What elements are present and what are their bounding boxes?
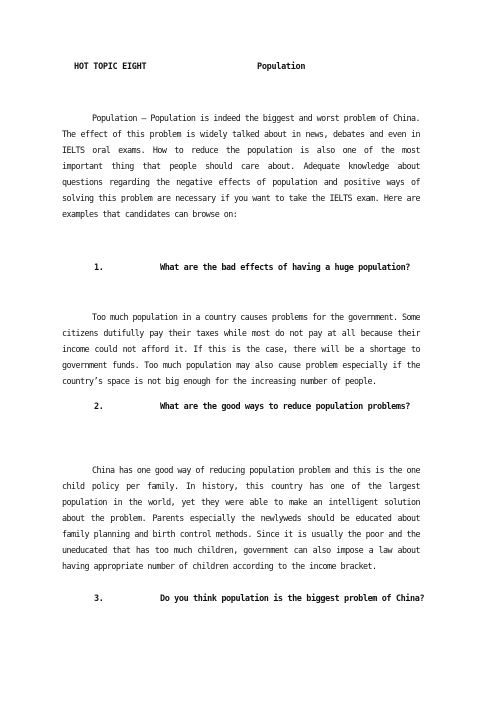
document-heading: [74, 62, 306, 72]
question-number: 3.: [94, 594, 104, 604]
answer-1-paragraph: Too much population in a country causes problems for the government. Some citizens dutifully pay their taxes while most do not pay at all because their income could not afford it. If this is the case, there will be a shortage to government funds. Too much population may also cause problem especially if the country’s space is not big enough for the increasing number of people.: [62, 312, 420, 386]
answer-2-paragraph: China has one good way of reducing population problem and this is the one child policy per family. In history, this country has one of the largest population in the world, yet they were able to make an intelligent solution about the problem. Parents especially the newlyweds should be educated about family planning and birth control methods. Since it is usually the poor and the uneducated that has too much children, government can also impose a law about having appropriate number of children according to the income bracket.: [62, 465, 420, 571]
question-text: What are the bad effects of having a huge population?: [160, 263, 411, 273]
topic-title: Population: [257, 62, 306, 72]
question-text: What are the good ways to reduce population problems?: [160, 402, 411, 412]
question-number: 1.: [94, 263, 104, 273]
question-text: Do you think population is the biggest problem of China?: [160, 594, 425, 604]
topic-label: HOT TOPIC EIGHT: [74, 62, 147, 72]
question-1: [94, 263, 410, 273]
intro-paragraph: Population – Population is indeed the biggest and worst problem of China. The effect of this problem is widely talked about in news, debates and even in IELTS oral exams. How to reduce the population is also one of the most important thing that people should care about. Adequate knowledge about questions regarding the negative effects of population and positive ways of solving this problem are necessary if you want to take the IELTS exam. Here are examples that candidates can browse on:: [62, 113, 420, 219]
question-number: 2.: [94, 402, 104, 412]
question-2: [94, 402, 410, 412]
question-3: [94, 594, 424, 604]
